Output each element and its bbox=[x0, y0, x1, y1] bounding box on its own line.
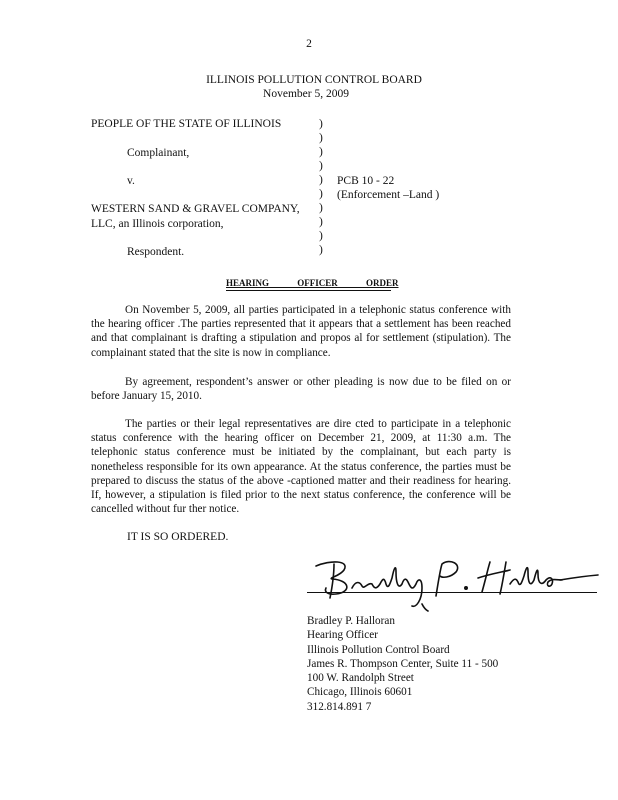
closing-statement: IT IS SO ORDERED. bbox=[127, 531, 229, 543]
paragraph-text: On November 5, 2009, all parties participated in a telephonic status conference with the hearing officer .The parties represented that it appears that a settlement has been reached and that complainant is drafting a stipulation and propos al for settlement (stipulation). The complainant stated that the site is now in compliance. bbox=[91, 304, 511, 359]
caption-paren: ) bbox=[319, 244, 323, 256]
plaintiff-name: PEOPLE OF THE STATE OF ILLINOIS bbox=[91, 118, 282, 130]
case-number: PCB 10 - 22 bbox=[337, 175, 395, 187]
paragraph-2 bbox=[91, 375, 511, 403]
signer-agency: Illinois Pollution Control Board bbox=[307, 643, 450, 656]
caption-paren: ) bbox=[319, 132, 323, 144]
paragraph-1 bbox=[91, 303, 511, 360]
paragraph-3 bbox=[91, 417, 511, 516]
caption-paren: ) bbox=[319, 216, 323, 228]
signer-address-city: Chicago, Illinois 60601 bbox=[307, 686, 413, 699]
caption-paren: ) bbox=[319, 230, 323, 242]
defendant-role: Respondent. bbox=[127, 246, 185, 258]
caption-paren: ) bbox=[319, 174, 323, 186]
defendant-name-line2: LLC, an Illinois corporation, bbox=[91, 218, 224, 230]
signature-line bbox=[307, 592, 597, 593]
caption-paren: ) bbox=[319, 202, 323, 214]
signer-address-street: 100 W. Randolph Street bbox=[307, 672, 414, 685]
board-name: ILLINOIS POLLUTION CONTROL BOARD bbox=[206, 74, 422, 86]
page-number: 2 bbox=[306, 38, 312, 50]
plaintiff-role: Complainant, bbox=[127, 147, 190, 159]
versus-label: v. bbox=[127, 175, 135, 187]
defendant-name-line1: WESTERN SAND & GRAVEL COMPANY, bbox=[91, 203, 300, 215]
caption-paren: ) bbox=[319, 188, 323, 200]
order-title-underline bbox=[226, 290, 391, 291]
handwritten-signature bbox=[310, 548, 600, 612]
signer-phone: 312.814.891 7 bbox=[307, 700, 372, 713]
signature-block bbox=[307, 614, 498, 714]
case-type: (Enforcement –Land ) bbox=[337, 189, 440, 201]
caption-paren: ) bbox=[319, 146, 323, 158]
caption-paren: ) bbox=[319, 118, 323, 130]
order-date: November 5, 2009 bbox=[263, 88, 349, 100]
paragraph-text: By agreement, respondent’s answer or other pleading is now due to be filed on or before January 15, 2010. bbox=[91, 376, 511, 403]
signer-name: Bradley P. Halloran bbox=[307, 615, 395, 627]
paragraph-text: The parties or their legal representatives are dire cted to participate in a telephonic status conference with the hearing officer on December 21, 2009, at 11:30 a.m. The telephonic status conference must be initiated by the complainant, but each party is nonetheless responsible for its own appearance. At the status conference, the parties must be prepared to discuss the status of the above -captioned matter and their readiness for hearing. If, however, a stipulation is filed prior to the next status conference, the conference will be cancelled without fur ther notice. bbox=[91, 418, 511, 516]
order-title: HEARING OFFICER ORDER bbox=[226, 278, 399, 288]
caption-paren: ) bbox=[319, 160, 323, 172]
signer-address-building: James R. Thompson Center, Suite 11 - 500 bbox=[307, 657, 499, 670]
signer-title: Hearing Officer bbox=[307, 629, 378, 642]
